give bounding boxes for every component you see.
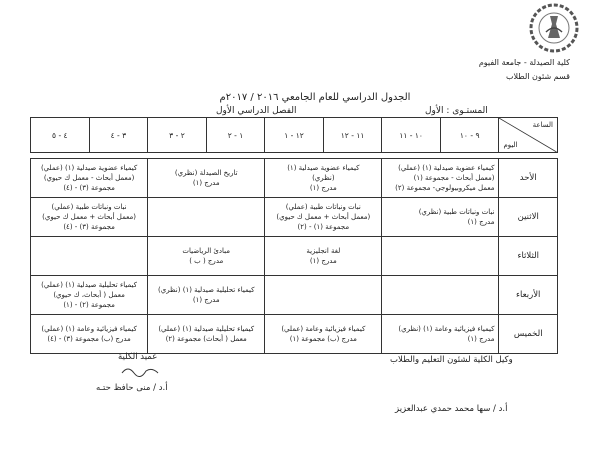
day-label: الخميس bbox=[499, 315, 558, 354]
session-cell: نبات ونباتات طبية (نظري) مدرج (١) bbox=[382, 198, 499, 237]
time-slot: ١١ - ١٢ bbox=[323, 118, 382, 153]
time-slot: ١٢ - ١ bbox=[265, 118, 324, 153]
header-row bbox=[31, 118, 558, 153]
row-wednesday bbox=[31, 276, 558, 315]
session-cell: لغة انجليزية مدرج (١) bbox=[265, 237, 382, 276]
corner-time: الساعة bbox=[532, 121, 553, 129]
vice-dean-title: وكيل الكلية لشئون التعليم والطلاب bbox=[390, 355, 513, 365]
time-slot: ٢ - ٣ bbox=[148, 118, 207, 153]
row-monday bbox=[31, 198, 558, 237]
level-label: المستـوى : الأول bbox=[425, 106, 488, 116]
empty-cell bbox=[382, 237, 499, 276]
schedule-table bbox=[30, 117, 558, 354]
time-slot: ٣ - ٤ bbox=[89, 118, 148, 153]
college-logo bbox=[528, 2, 580, 54]
time-slot: ٤ - ٥ bbox=[31, 118, 90, 153]
session-cell: مبادئ الرياضيات مدرج ( ب ) bbox=[148, 237, 265, 276]
session-cell: كيمياء عضوية صيدلية (١) (عملي) (معمل أبحاث - مجموعة (١) معمل ميكروبيولوجي- مجموعة (٢) bbox=[382, 159, 499, 198]
day-label: الأحد bbox=[499, 159, 558, 198]
vice-dean-name: أ.د / سها محمد حمدي عبدالعزيز bbox=[395, 404, 508, 414]
session-cell: كيمياء عضوية صيدلية (١) (نظري) مدرج (١) bbox=[265, 159, 382, 198]
day-label: الأربعاء bbox=[499, 276, 558, 315]
session-cell: نبات ونباتات طبية (عملي) (معمل أبحاث + معمل ك حيوي) مجموعة (٣) - (٤) bbox=[31, 198, 148, 237]
day-label: الاثنين bbox=[499, 198, 558, 237]
row-tuesday bbox=[31, 237, 558, 276]
session-cell: كيمياء تحليلية صيدلية (١) (نظري) مدرج (١) bbox=[148, 276, 265, 315]
row-sunday bbox=[31, 159, 558, 198]
session-cell: كيمياء فيزيائية وعامة (١) (نظري) مدرج (١) bbox=[382, 315, 499, 354]
session-cell: كيمياء فيزيائية وعامة (عملي) مدرج (ب) مجموعة (١) bbox=[265, 315, 382, 354]
empty-cell bbox=[148, 198, 265, 237]
session-cell: كيمياء تحليلية صيدلية (١) (عملي) معمل ( أبحاث) مجموعة (٢) bbox=[148, 315, 265, 354]
college-name: كلية الصيدلة - جامعة الفيوم bbox=[478, 58, 570, 67]
empty-cell bbox=[382, 276, 499, 315]
time-slot: ١ - ٢ bbox=[206, 118, 265, 153]
session-cell: كيمياء عضوية صيدلية (١) (عملي) (معمل أبحاث - معمل ك حيوي) مجموعة (٣) - (٤) bbox=[31, 159, 148, 198]
empty-cell bbox=[265, 276, 382, 315]
time-slot: ٩ - ١٠ bbox=[440, 118, 499, 153]
corner-cell bbox=[499, 118, 558, 153]
dean-signature bbox=[120, 363, 160, 379]
session-cell: كيمياء تحليلية صيدلية (١) (عملي) معمل ( أبحاث، ك حيوي) مجموعة (٢) - (١) bbox=[31, 276, 148, 315]
dean-title: عميد الكلية bbox=[118, 352, 158, 362]
session-cell: كيمياء فيزيائية وعامة (١) (عملي) مدرج (ب) مجموعة (٣) - (٤) bbox=[31, 315, 148, 354]
session-cell: تاريخ الصيدلة (نظري) مدرج (١) bbox=[148, 159, 265, 198]
dean-name: أ.د / منى حافظ حتـه bbox=[96, 383, 168, 393]
semester-label: الفصل الدراسي الأول bbox=[216, 106, 297, 116]
page-title: الجدول الدراسي للعام الجامعي ٢٠١٦ / ٢٠١٧م bbox=[219, 92, 411, 103]
session-cell: نبات ونباتات طبية (عملي) (معمل أبحاث + معمل ك حيوي) مجموعة (١) - (٢) bbox=[265, 198, 382, 237]
row-thursday bbox=[31, 315, 558, 354]
department-name: قسم شئون الطلاب bbox=[505, 72, 570, 81]
day-label: الثلاثاء bbox=[499, 237, 558, 276]
empty-cell bbox=[31, 237, 148, 276]
time-slot: ١٠ - ١١ bbox=[382, 118, 441, 153]
corner-day: اليوم bbox=[503, 141, 518, 149]
